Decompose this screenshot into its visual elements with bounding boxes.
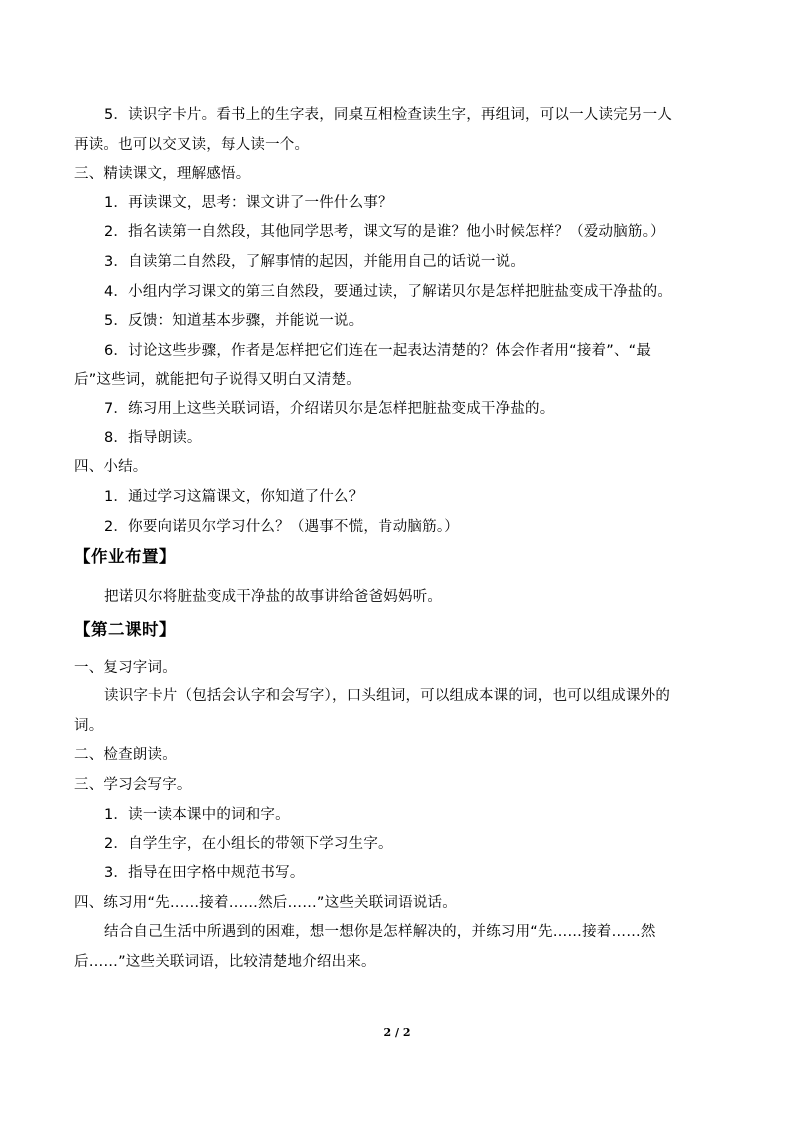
list-item: 1．读一读本课中的词和字。 xyxy=(104,807,290,823)
paragraph-line: 后……”这些关联词语，比较清楚地介绍出来。 xyxy=(74,954,376,970)
second-lesson-heading: 【第二课时】 xyxy=(74,620,176,639)
list-item: 3．自读第二自然段，了解事情的起因，并能用自己的话说一说。 xyxy=(104,254,526,270)
paragraph-line: 词。 xyxy=(74,718,104,734)
section-heading: 三、精读课文，理解感悟。 xyxy=(74,166,251,182)
list-item: 3．指导在田字格中规范书写。 xyxy=(104,865,305,881)
list-item: 2．你要向诺贝尔学习什么？（遇事不慌，肯动脑筋。） xyxy=(104,519,459,535)
list-item: 5．反馈：知道基本步骤，并能说一说。 xyxy=(104,313,364,329)
list-item: 1．再读课文，思考：课文讲了一件什么事？ xyxy=(104,195,393,211)
paragraph-line: 后”这些词，就能把句子说得又明白又清楚。 xyxy=(74,372,362,388)
list-item: 4．小组内学习课文的第三自然段，要通过读，了解诺贝尔是怎样把脏盐变成干净盐的。 xyxy=(104,284,673,300)
list-item: 7．练习用上这些关联词语，介绍诺贝尔是怎样把脏盐变成干净盐的。 xyxy=(104,401,555,417)
paragraph-line: 再读。也可以交叉读，每人读一个。 xyxy=(74,137,310,153)
section-heading: 二、检查朗读。 xyxy=(74,747,177,763)
page-number: 2 / 2 xyxy=(383,1026,411,1039)
paragraph-line: 5．读识字卡片。看书上的生字表，同桌互相检查读生字，再组词，可以一人读完另一人 xyxy=(104,107,673,123)
section-heading: 四、练习用“先……接着……然后……”这些关联词语说话。 xyxy=(74,895,457,911)
paragraph-line: 读识字卡片（包括会认字和会写字），口头组词，可以组成本课的词，也可以组成课外的 xyxy=(104,688,671,704)
paragraph-line: 结合自己生活中所遇到的困难，想一想你是怎样解决的，并练习用“先……接着……然 xyxy=(104,924,656,940)
list-item: 2．指名读第一自然段，其他同学思考，课文写的是谁？他小时候怎样？（爱动脑筋。） xyxy=(104,224,665,240)
section-heading: 一、复习字词。 xyxy=(74,660,177,676)
section-heading: 三、学习会写字。 xyxy=(74,777,192,793)
list-item: 1．通过学习这篇课文，你知道了什么？ xyxy=(104,489,364,505)
list-item: 8．指导朗读。 xyxy=(104,430,202,446)
list-item: 2．自学生字，在小组长的带领下学习生字。 xyxy=(104,836,393,852)
homework-heading: 【作业布置】 xyxy=(74,547,176,566)
section-heading: 四、小结。 xyxy=(74,459,148,475)
paragraph-line: 把诺贝尔将脏盐变成干净盐的故事讲给爸爸妈妈听。 xyxy=(104,589,443,605)
list-item: 6．讨论这些步骤，作者是怎样把它们连在一起表达清楚的？体会作者用“接着”、“最 xyxy=(104,343,652,359)
